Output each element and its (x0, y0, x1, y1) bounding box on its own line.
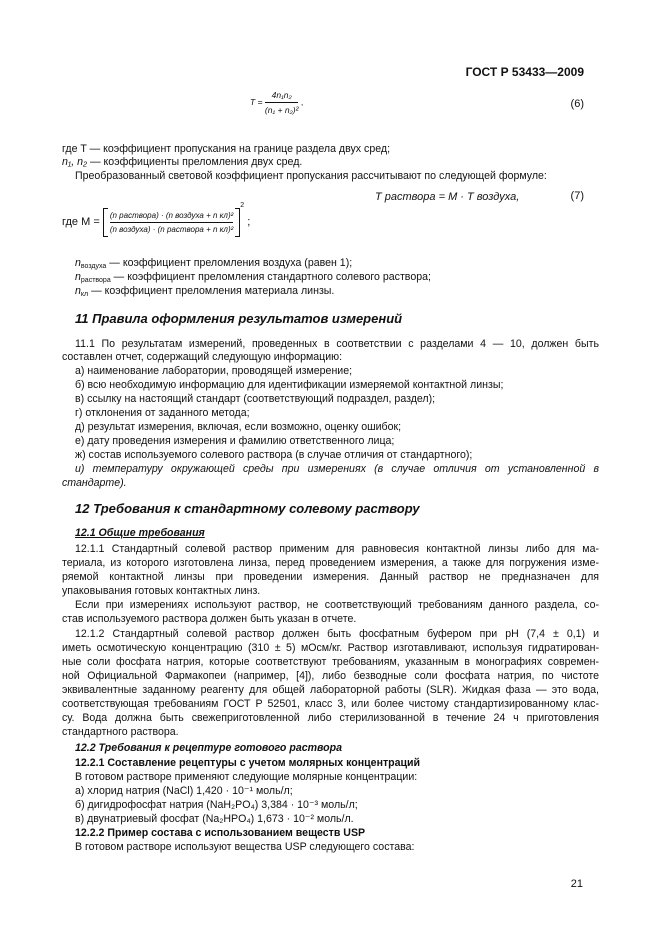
list11-item-i-line1: и) температуру окружающей среды при измерениях (в случае отличия от установленной в (75, 463, 599, 475)
where-n-text: — коэффициенты преломления двух сред. (90, 156, 303, 168)
p12-1-2-line: иметь осмотическую концентрацию (310 ± 5) мОсм/кг. Раствор изготавливают, используя гидратирован- (62, 642, 599, 654)
p12-1-2-line: ной Официальной Фармакопеи (например, [4]), либо безводные соли фосфата натрия, по чистоте (62, 670, 599, 682)
list11-item: г) отклонения от заданного метода; (75, 407, 250, 419)
eq-m-exponent: 2 (240, 202, 245, 209)
section-12-2-1-title: 12.2.1 Составление рецептуры с учетом молярных концентраций (75, 757, 421, 769)
p11-1-line1: 11.1 По результатам измерений, проведенных в соответствии с разделами 4 — 10, должен быть (75, 338, 599, 350)
eq-m-numerator: (n раствора) · (n воздуха + n кл)² (110, 211, 233, 223)
equation-7: T раствора = M · T воздуха, (375, 191, 520, 203)
def-air-text: — коэффициент преломления воздуха (равен 1); (109, 257, 353, 269)
eq7-number: (7) (570, 190, 584, 202)
list12-item-a: а) хлорид натрия (NaCl) 1,420 · 10⁻¹ моль/л; (75, 785, 293, 797)
p12-1-1-line: 12.1.1 Стандартный солевой раствор применим для равновесия контактной линзы либо для ма- (75, 543, 599, 555)
eq-m-lead: где M = (62, 216, 100, 228)
def-solution: $n_{раствора}$ — коэффициент преломления стандартного солевого раствора; (75, 271, 431, 284)
def-air-sub: воздуха (80, 263, 107, 270)
def-sol-sub: раствора (80, 277, 111, 284)
p12-1-2-line: эквивалентные заданному реагенту для общей лабораторной работы (SLR). Жидкая фаза — это вода, (62, 684, 599, 696)
eq7-intro: Преобразованный световой коэффициент пропускания рассчитывают по следующей формуле: (75, 170, 547, 182)
list11-item: в) ссылку на настоящий стандарт (соответствующий подраздел, раздел); (75, 393, 436, 405)
p11-1-line2: составлен отчет, содержащий следующую информацию: (62, 351, 343, 363)
p12-1-1b-line: став используемого раствора должен быть указан в отчете. (62, 613, 357, 625)
list11-item: д) результат измерения, включая, если возможно, оценку ошибок; (75, 421, 402, 433)
section-12-title: 12 Требования к стандартному солевому раствору (75, 501, 420, 516)
eq6-lhs: T (250, 96, 256, 107)
standard-header: ГОСТ Р 53433—2009 (465, 65, 584, 79)
eq6-number: (6) (570, 98, 584, 110)
p12-2-2: В готовом растворе используют вещества USP следующего состава: (75, 841, 415, 853)
p12-1-2-line: соответствующая требованиям ГОСТ Р 52501, класс 3, или более чистому стандартизированному клас- (62, 698, 599, 710)
equation-m (62, 202, 251, 237)
where-t: где T — коэффициент пропускания на границе раздела двух сред; (62, 143, 391, 155)
section-12-2-title: 12.2 Требования к рецептуре готового раствора (75, 742, 342, 754)
page-number: 21 (570, 878, 583, 890)
section-11-title: 11 Правила оформления результатов измерений (75, 311, 403, 326)
list11-item: б) всю необходимую информацию для идентификации измеряемой контактной линзы; (75, 379, 504, 391)
list11-item: е) дату проведения измерения и фамилию ответственного лица; (75, 435, 395, 447)
eq6-denominator: (n₁ + n₂)² (264, 105, 299, 115)
eq6-tail: , (300, 96, 304, 107)
list11-item: ж) состав используемого солевого раствора (в случае отличия от стандартного); (75, 449, 473, 461)
p12-1-2-line: 12.1.2 Стандартный солевой раствор должен быть фосфатным буфером при pH (7,4 ± 0,1) и (75, 628, 599, 640)
def-lens-text: — коэффициент преломления материала линзы. (91, 285, 335, 297)
section-12-1-title: 12.1 Общие требования (75, 527, 205, 539)
p12-1-1-line: упаковывания готовых контактных линз. (62, 585, 261, 597)
list11-item-i-line2: стандарте). (62, 477, 127, 489)
eq-m-tail: ; (247, 216, 251, 228)
section-12-2-2-title: 12.2.2 Пример состава с использованием веществ USP (75, 827, 366, 839)
equation-6: T = $\frac{\text{4n₁n₂}}{\text{(n₁ + n₂)²}}$ , (250, 90, 304, 115)
p12-1-1-line: ряемой контактной линзы при проведении измерения. Данный раствор не предназначен для (62, 571, 599, 583)
p12-2-1: В готовом растворе применяют следующие молярные концентрации: (75, 771, 418, 783)
p12-1-2-line: стандартного раствора. (62, 726, 179, 738)
where-n-symbols: n₁, n₂ (62, 156, 88, 168)
list11-item: а) наименование лаборатории, проводящей измерение; (75, 365, 353, 377)
eq6-fraction (265, 90, 299, 115)
list12-item-b: б) дигидрофосфат натрия (NaH₂PO₄) 3,384 · 10⁻³ моль/л; (75, 799, 358, 811)
def-lens-sub: кл (80, 291, 89, 298)
def-sol-text: — коэффициент преломления стандартного солевого раствора; (113, 271, 431, 283)
eq-m-denominator: (n воздуха) · (n раствора + n кл)² (109, 224, 234, 234)
p12-1-2-line: су. Вода должна быть свежеприготовленной либо стерилизованной в течение 24 ч приготовления (62, 712, 599, 724)
list12-item-c: в) двунатриевый фосфат (Na₂HPO₄) 1,673 · 10⁻² моль/л. (75, 813, 354, 825)
p12-1-2-line: ные соли фосфата натрия, которые соответствуют требованиям, указанным в монографиях современ- (62, 656, 599, 668)
where-n-line (62, 155, 599, 169)
def-air: $n_{воздуха}$ — коэффициент преломления воздуха (равен 1); (75, 257, 353, 270)
p12-1-1-line: териала, из которого изготовлена линза, перед проведением измерения, а также для погружения изме- (62, 557, 599, 569)
p12-1-1b-line: Если при измерениях используют раствор, не соответствующий требованиям данного раздела, со- (75, 599, 599, 611)
eq6-numerator: 4n₁n₂ (265, 90, 299, 103)
eq-m-bracket (103, 208, 240, 237)
def-lens: $n_{кл}$ — коэффициент преломления материала линзы. (75, 285, 335, 298)
